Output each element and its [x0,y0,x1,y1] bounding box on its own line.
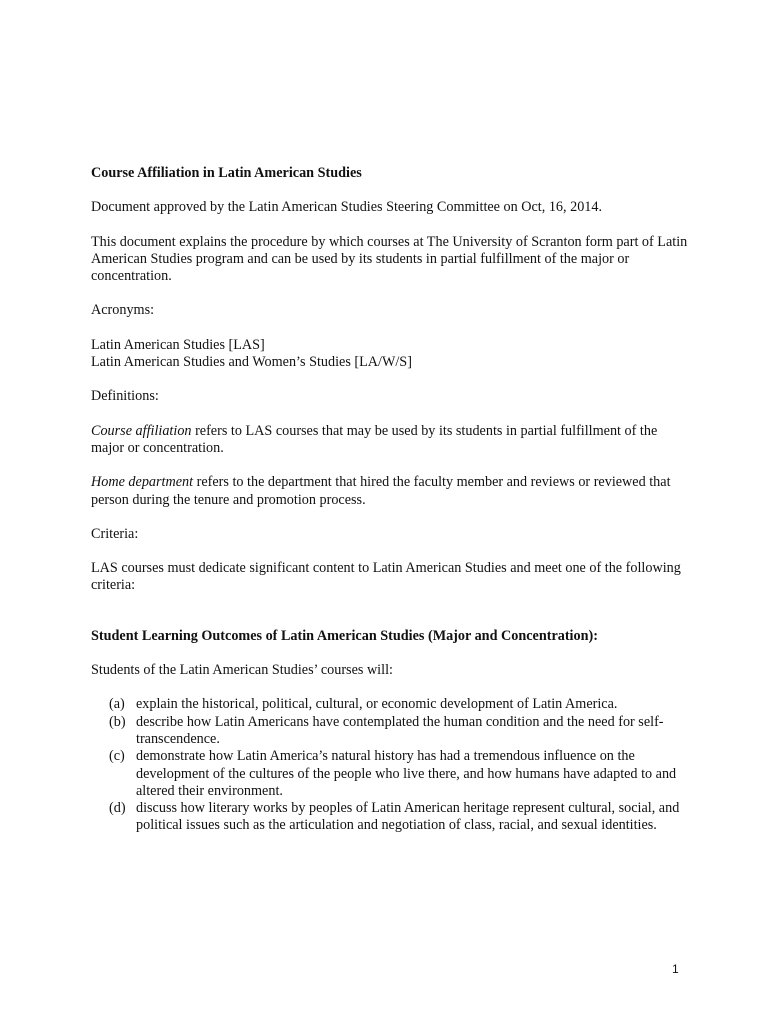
outcome-marker: (a) [109,696,125,713]
outcomes-list [91,696,691,834]
definitions-heading: Definitions: [91,388,159,405]
definition-term: Home department [91,474,194,491]
definition-text: refers to the department that hired the faculty member and reviews or reviewed that person during the tenure and promotion process. [91,474,671,508]
outcome-text: discuss how literary works by peoples of Latin American heritage represent cultural, social, and political issues such as the articulation and negotiation of class, racial, and sexual identities. [136,800,680,834]
outcome-marker: (b) [109,713,126,730]
acronym-item: Latin American Studies [LAS] [91,336,265,353]
acronym-item: Latin American Studies and Women’s Studies [LA/W/S] [91,354,412,371]
slo-intro: Students of the Latin American Studies’ courses will: [91,662,393,679]
definition-course-affiliation [91,423,691,458]
acronyms-heading: Acronyms: [91,302,155,319]
outcome-text: describe how Latin Americans have contemplated the human condition and the need for self-transcendence. [136,713,664,747]
outcome-marker: (d) [109,800,126,817]
outcome-item [91,800,691,835]
definition-term: Course affiliation [91,422,192,439]
outcome-item [91,748,691,800]
definition-home-department [91,474,691,509]
outcome-item [91,714,691,749]
criteria-paragraph: LAS courses must dedicate significant content to Latin American Studies and meet one of the following criteria: [91,560,681,594]
document-body [91,165,691,835]
intro-paragraph: This document explains the procedure by which courses at The University of Scranton form part of Latin American Studies program and can be used by its students in partial fulfillment of the major or concentration. [91,233,688,285]
slo-heading: Student Learning Outcomes of Latin American Studies (Major and Concentration): [91,627,598,644]
definition-text: refers to LAS courses that may be used by its students in partial fulfillment of the major or concentration. [91,422,658,456]
outcome-text: demonstrate how Latin America’s natural history has had a tremendous influence on the development of the cultures of the people who live there, and how humans have adapted to and altered their environment. [136,748,677,799]
outcome-item [91,696,691,713]
document-title: Course Affiliation in Latin American Studies [91,165,362,181]
page-number: 1 [672,962,679,976]
criteria-heading: Criteria: [91,525,139,542]
outcome-text: explain the historical, political, cultural, or economic development of Latin America. [136,696,618,713]
outcome-marker: (c) [109,748,125,765]
approval-note: Document approved by the Latin American Studies Steering Committee on Oct, 16, 2014. [91,199,603,216]
